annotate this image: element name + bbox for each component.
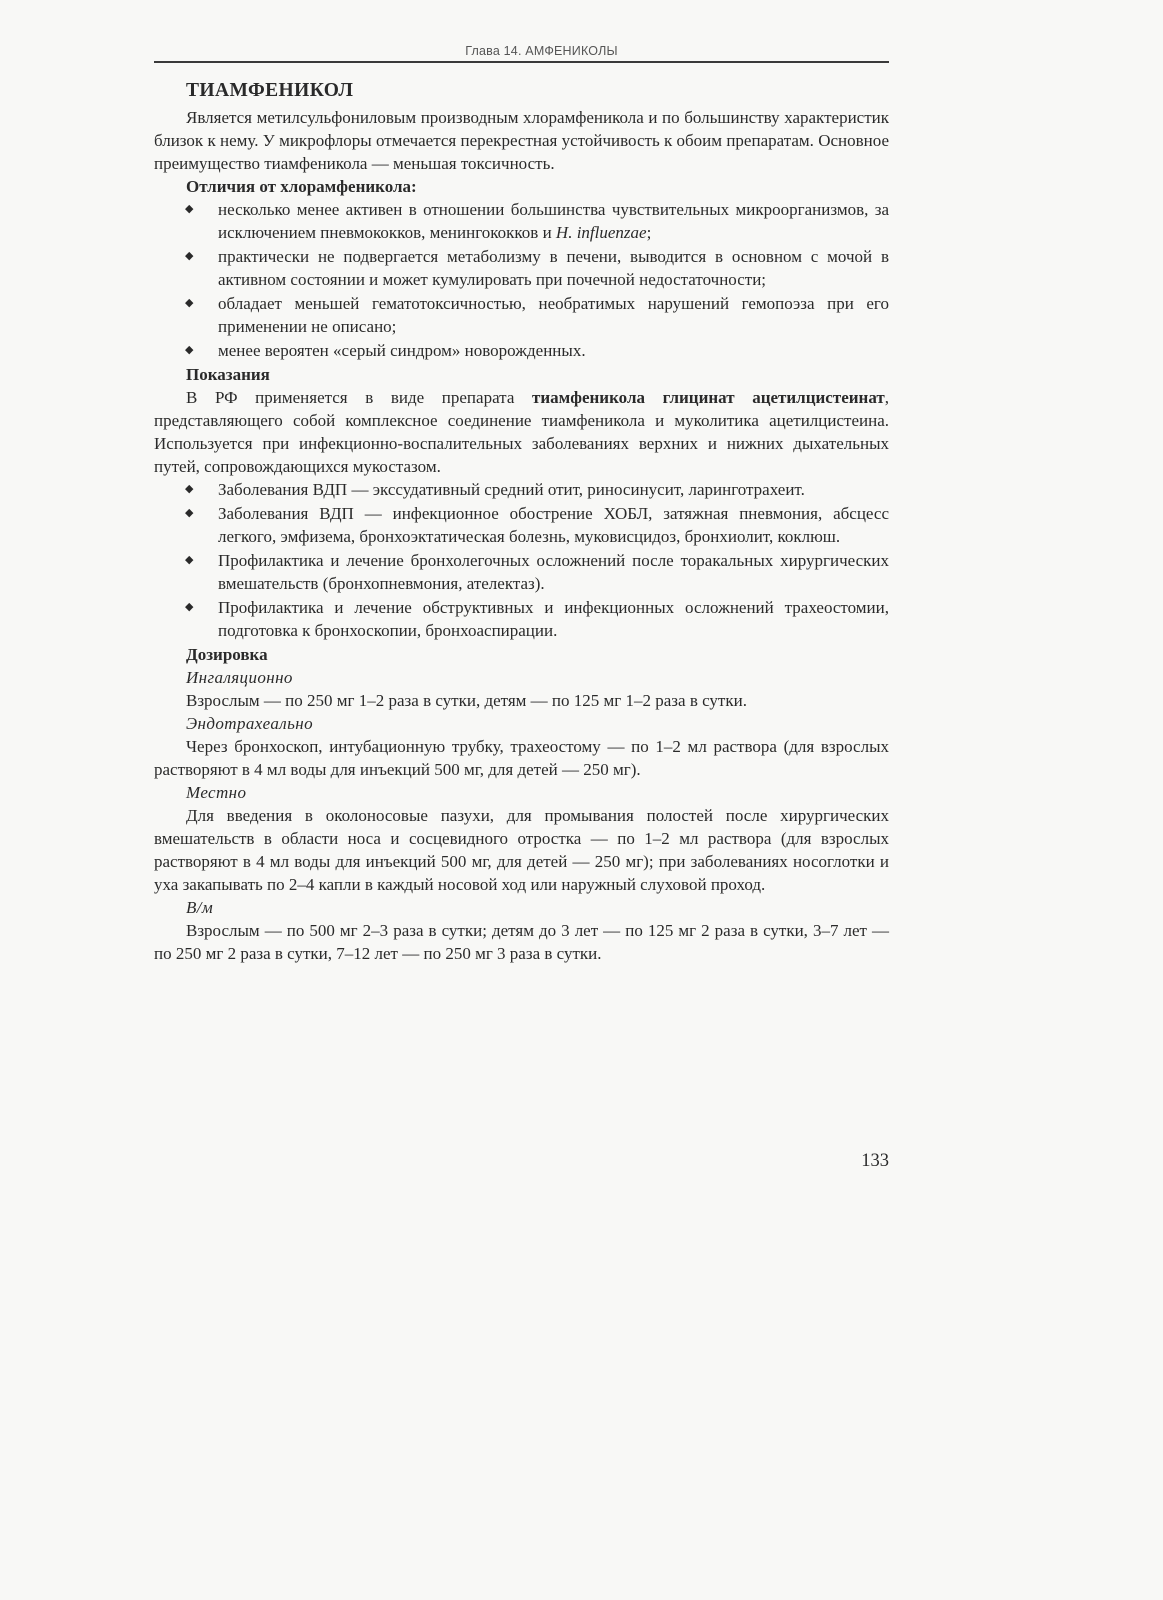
list-item xyxy=(185,502,889,548)
list-item-text: практически не подвергается метаболизму в печени, выводится в основном с мочой в активном состоянии и может кумулировать при почечной недостаточности; xyxy=(218,247,889,289)
page-content xyxy=(154,78,889,965)
indications-heading: Показания xyxy=(186,365,270,384)
drug-name: тиамфеникола глицинат ацетилцистеинат xyxy=(531,388,885,407)
list-item-tail: ; xyxy=(646,223,652,242)
indications-intro-end: , представляющего собой комплексное соединение тиамфеникола и муколитика ацетилцистеина. Используется при инфекционно-воспалительных заболеваниях верхних и нижних дыхательных путей, сопровождающихся мукостазом. xyxy=(154,388,889,476)
bullet-icon: ◆ xyxy=(185,601,194,613)
list-item xyxy=(185,596,889,642)
section-title: ТИАМФЕНИКОЛ xyxy=(186,80,354,101)
dosage-paragraph: Через бронхоскоп, интубационную трубку, трахеостому — по 1–2 мл раствора (для взрослых растворяют в 4 мл воды для инъекций 500 мг, для детей — 250 мг). xyxy=(154,737,889,779)
list-item xyxy=(185,292,889,338)
route-heading: Ингаляционно xyxy=(186,668,293,687)
route-heading: Местно xyxy=(186,783,247,802)
list-item-text: менее вероятен «серый синдром» новорожденных. xyxy=(218,341,586,360)
bullet-icon: ◆ xyxy=(185,507,194,519)
route-heading: Эндотрахеально xyxy=(186,714,313,733)
route-heading: В/м xyxy=(186,898,214,917)
intro-paragraph: Является метилсульфониловым производным хлорамфеникола и по большинству характеристик близок к нему. У микрофлоры отмечается перекрестная устойчивость к обоим препаратам. Основное преимущество тиамфеникола — меньшая токсичность. xyxy=(154,108,889,173)
header-rule xyxy=(154,61,889,63)
list-item-text: Профилактика и лечение обструктивных и инфекционных осложнений трахеостомии, подготовка к бронхоскопии, бронхоаспирации. xyxy=(218,598,889,640)
running-header: Глава 14. АМФЕНИКОЛЫ xyxy=(465,44,618,58)
bullet-icon: ◆ xyxy=(185,554,194,566)
bullet-icon: ◆ xyxy=(185,250,194,262)
indications-list xyxy=(154,478,889,642)
page-number: 133 xyxy=(861,1151,889,1171)
list-item-text: несколько менее активен в отношении большинства чувствительных микроорганизмов, за исключением пневмококков, менингококков и xyxy=(218,200,889,242)
bullet-icon: ◆ xyxy=(185,344,194,356)
bullet-icon: ◆ xyxy=(185,203,194,215)
list-item xyxy=(185,198,889,244)
differences-heading: Отличия от хлорамфеникола: xyxy=(186,177,417,196)
dosage-paragraph: Для введения в околоносовые пазухи, для промывания полостей после хирургических вмешательств в области носа и сосцевидного отростка — по 1–2 мл раствора (для взрослых растворяют в 4 мл воды для инъекций 500 мг, для детей — 250 мг); при заболеваниях носоглотки и уха закапывать по 2–4 капли в каждый носовой ход или наружный слуховой проход. xyxy=(154,806,889,894)
bullet-icon: ◆ xyxy=(185,297,194,309)
dosage-paragraph: Взрослым — по 500 мг 2–3 раза в сутки; детям до 3 лет — по 125 мг 2 раза в сутки, 3–7 лет — по 250 мг 2 раза в сутки, 7–12 лет — по 250 мг 3 раза в сутки. xyxy=(154,921,889,963)
list-item xyxy=(185,339,889,362)
list-item-text: обладает меньшей гематотоксичностью, необратимых нарушений гемопоэза при его применении не описано; xyxy=(218,294,889,336)
list-item-text: Заболевания ВДП — экссудативный средний отит, риносинусит, ларинготрахеит. xyxy=(218,480,805,499)
indications-intro-start: В РФ применяется в виде препарата xyxy=(186,388,532,407)
list-item xyxy=(185,549,889,595)
list-item xyxy=(185,478,889,501)
list-item-text: Заболевания ВДП — инфекционное обострение ХОБЛ, затяжная пневмония, абсцесс легкого, эмфизема, бронхоэктатическая болезнь, муковисцидоз, бронхиолит, коклюш. xyxy=(218,504,889,546)
list-item xyxy=(185,245,889,291)
dosage-heading: Дозировка xyxy=(186,645,268,664)
list-item-italic: H. influenzae xyxy=(555,223,647,242)
indications-paragraph xyxy=(154,386,889,478)
dosage-paragraph: Взрослым — по 250 мг 1–2 раза в сутки, детям — по 125 мг 1–2 раза в сутки. xyxy=(186,691,747,710)
list-item-text: Профилактика и лечение бронхолегочных осложнений после торакальных хирургических вмешательств (бронхопневмония, ателектаз). xyxy=(218,551,889,593)
differences-list xyxy=(154,198,889,362)
bullet-icon: ◆ xyxy=(185,483,194,495)
